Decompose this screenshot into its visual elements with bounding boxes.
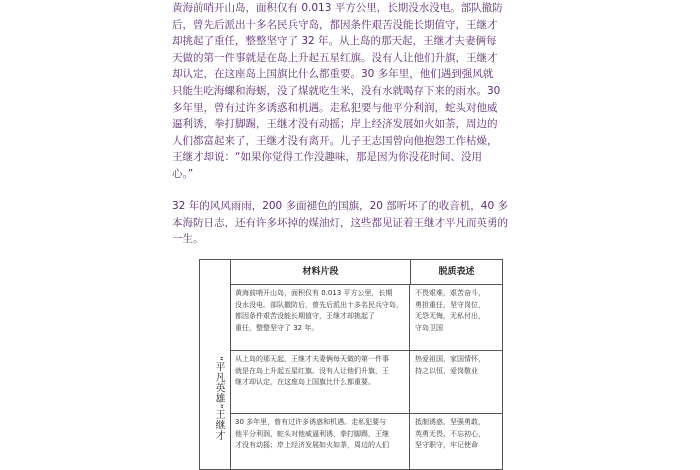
table-row	[231, 414, 502, 470]
header-expression: 脱质表述	[438, 267, 475, 277]
cell-line: 坚守职守，牢记使命	[415, 441, 478, 449]
cell-line: 不畏艰难，艰苦奋斗，	[415, 289, 485, 297]
text-line: 本海防日志，还有许多坏掉的煤油灯，这些都见证着王继才平凡而英勇的	[172, 216, 508, 229]
cell-line: 抵制诱惑，坚强勇敢，	[415, 418, 485, 426]
cell-line: 从上岛的那天起，王继才夫妻俩每天做的第一件事	[235, 355, 389, 363]
cell-line: 才没有动摇；岸上经济发展如火如荼，周边的人们	[235, 441, 389, 449]
article-paragraph-2	[172, 198, 510, 248]
article-paragraph-1	[172, 0, 510, 183]
material-cell	[231, 414, 410, 470]
table-row	[231, 351, 502, 414]
expression-cell	[411, 285, 502, 350]
table-side-label: “平凡英雄”王继才	[213, 356, 224, 441]
cell-line: 都因条件艰苦没能长期值守，王继才却挑起了	[235, 312, 375, 320]
cell-line: 就是在岛上升起五星红旗。没有人让他们升旗，王	[235, 366, 389, 375]
table-body	[231, 260, 502, 469]
table-row	[231, 285, 502, 351]
expression-cell	[411, 414, 502, 470]
text-line: 却认定，在这座岛上国旗比什么都重要。30 多年里，他们遇到强风就	[172, 68, 494, 81]
cell-line: 热爱祖国，家国情怀，	[415, 355, 485, 363]
cell-line: 30 多年里，曾有过许多诱惑和机遇。走私犯要与	[235, 418, 387, 426]
cell-line: 守岛卫国	[415, 323, 443, 332]
text-line: 人们都富起来了，王继才没有离开。儿子王志国曾向他抱怨工作枯燥，	[172, 134, 498, 147]
expression-cell	[411, 351, 502, 413]
text-line: 心。”	[172, 167, 194, 180]
cell-line: 没水没电。部队撤防后，曾先后派出十多名民兵守岛，	[235, 300, 403, 309]
cell-line: 黄海前哨开山岛，面积仅有 0.013 平方公里，长期	[235, 289, 393, 297]
text-line: 天做的第一件事就是在岛上升起五星红旗。没有人让他们升旗，王继才	[172, 51, 498, 64]
cell-line: 继才却认定，在这座岛上国旗比什么都重要。	[235, 378, 375, 386]
table-header-row	[231, 260, 502, 285]
cell-line: 无怨无悔，无私付出，	[415, 312, 485, 320]
text-line: 却挑起了重任，整整坚守了 32 年。从上岛的那天起，王继才夫妻俩每	[172, 35, 497, 48]
cell-line: 持之以恒，爱岗敬业	[415, 366, 478, 375]
material-cell	[231, 351, 410, 413]
cell-line: 他平分利润，蛇头对他威逼利诱，拳打脚踢，王继	[235, 429, 389, 438]
cell-line: 勇担重任，坚守岗位，	[415, 300, 485, 309]
material-cell	[231, 285, 410, 350]
cell-line: 重任，整整坚守了 32 年。	[235, 323, 319, 332]
table-side-label-cell	[200, 260, 231, 469]
text-line: 王继才却说：“如果你觉得工作没趣味，那是因为你没花时间、没用	[172, 151, 482, 164]
text-line: 逼利诱，拳打脚踢，王继才没有动摇；岸上经济发展如火如荼，周边的	[172, 118, 498, 131]
cell-line: 英勇无畏，不忘初心，	[415, 429, 485, 438]
text-line: 后，曾先后派出十多名民兵守岛，都因条件艰苦没能长期值守，王继才	[172, 18, 498, 31]
text-line: 32 年的风风雨雨，200 多面褪色的国旗，20 部听坏了的收音机，40 多	[172, 200, 508, 212]
text-line: 只能生吃海螺和海蛎，没了煤就吃生米，没有水就喝存下来的雨水。30	[172, 84, 501, 97]
text-line: 一生。	[172, 233, 204, 246]
header-material: 材料片段	[231, 260, 411, 284]
text-line: 多年里，曾有过许多诱惑和机遇。走私犯要与他平分利润，蛇头对他威	[172, 101, 498, 114]
text-line: 黄海前哨开山岛，面积仅有 0.013 平方公里，长期没水没电。部队撤防	[172, 2, 503, 14]
analysis-table	[199, 259, 503, 470]
